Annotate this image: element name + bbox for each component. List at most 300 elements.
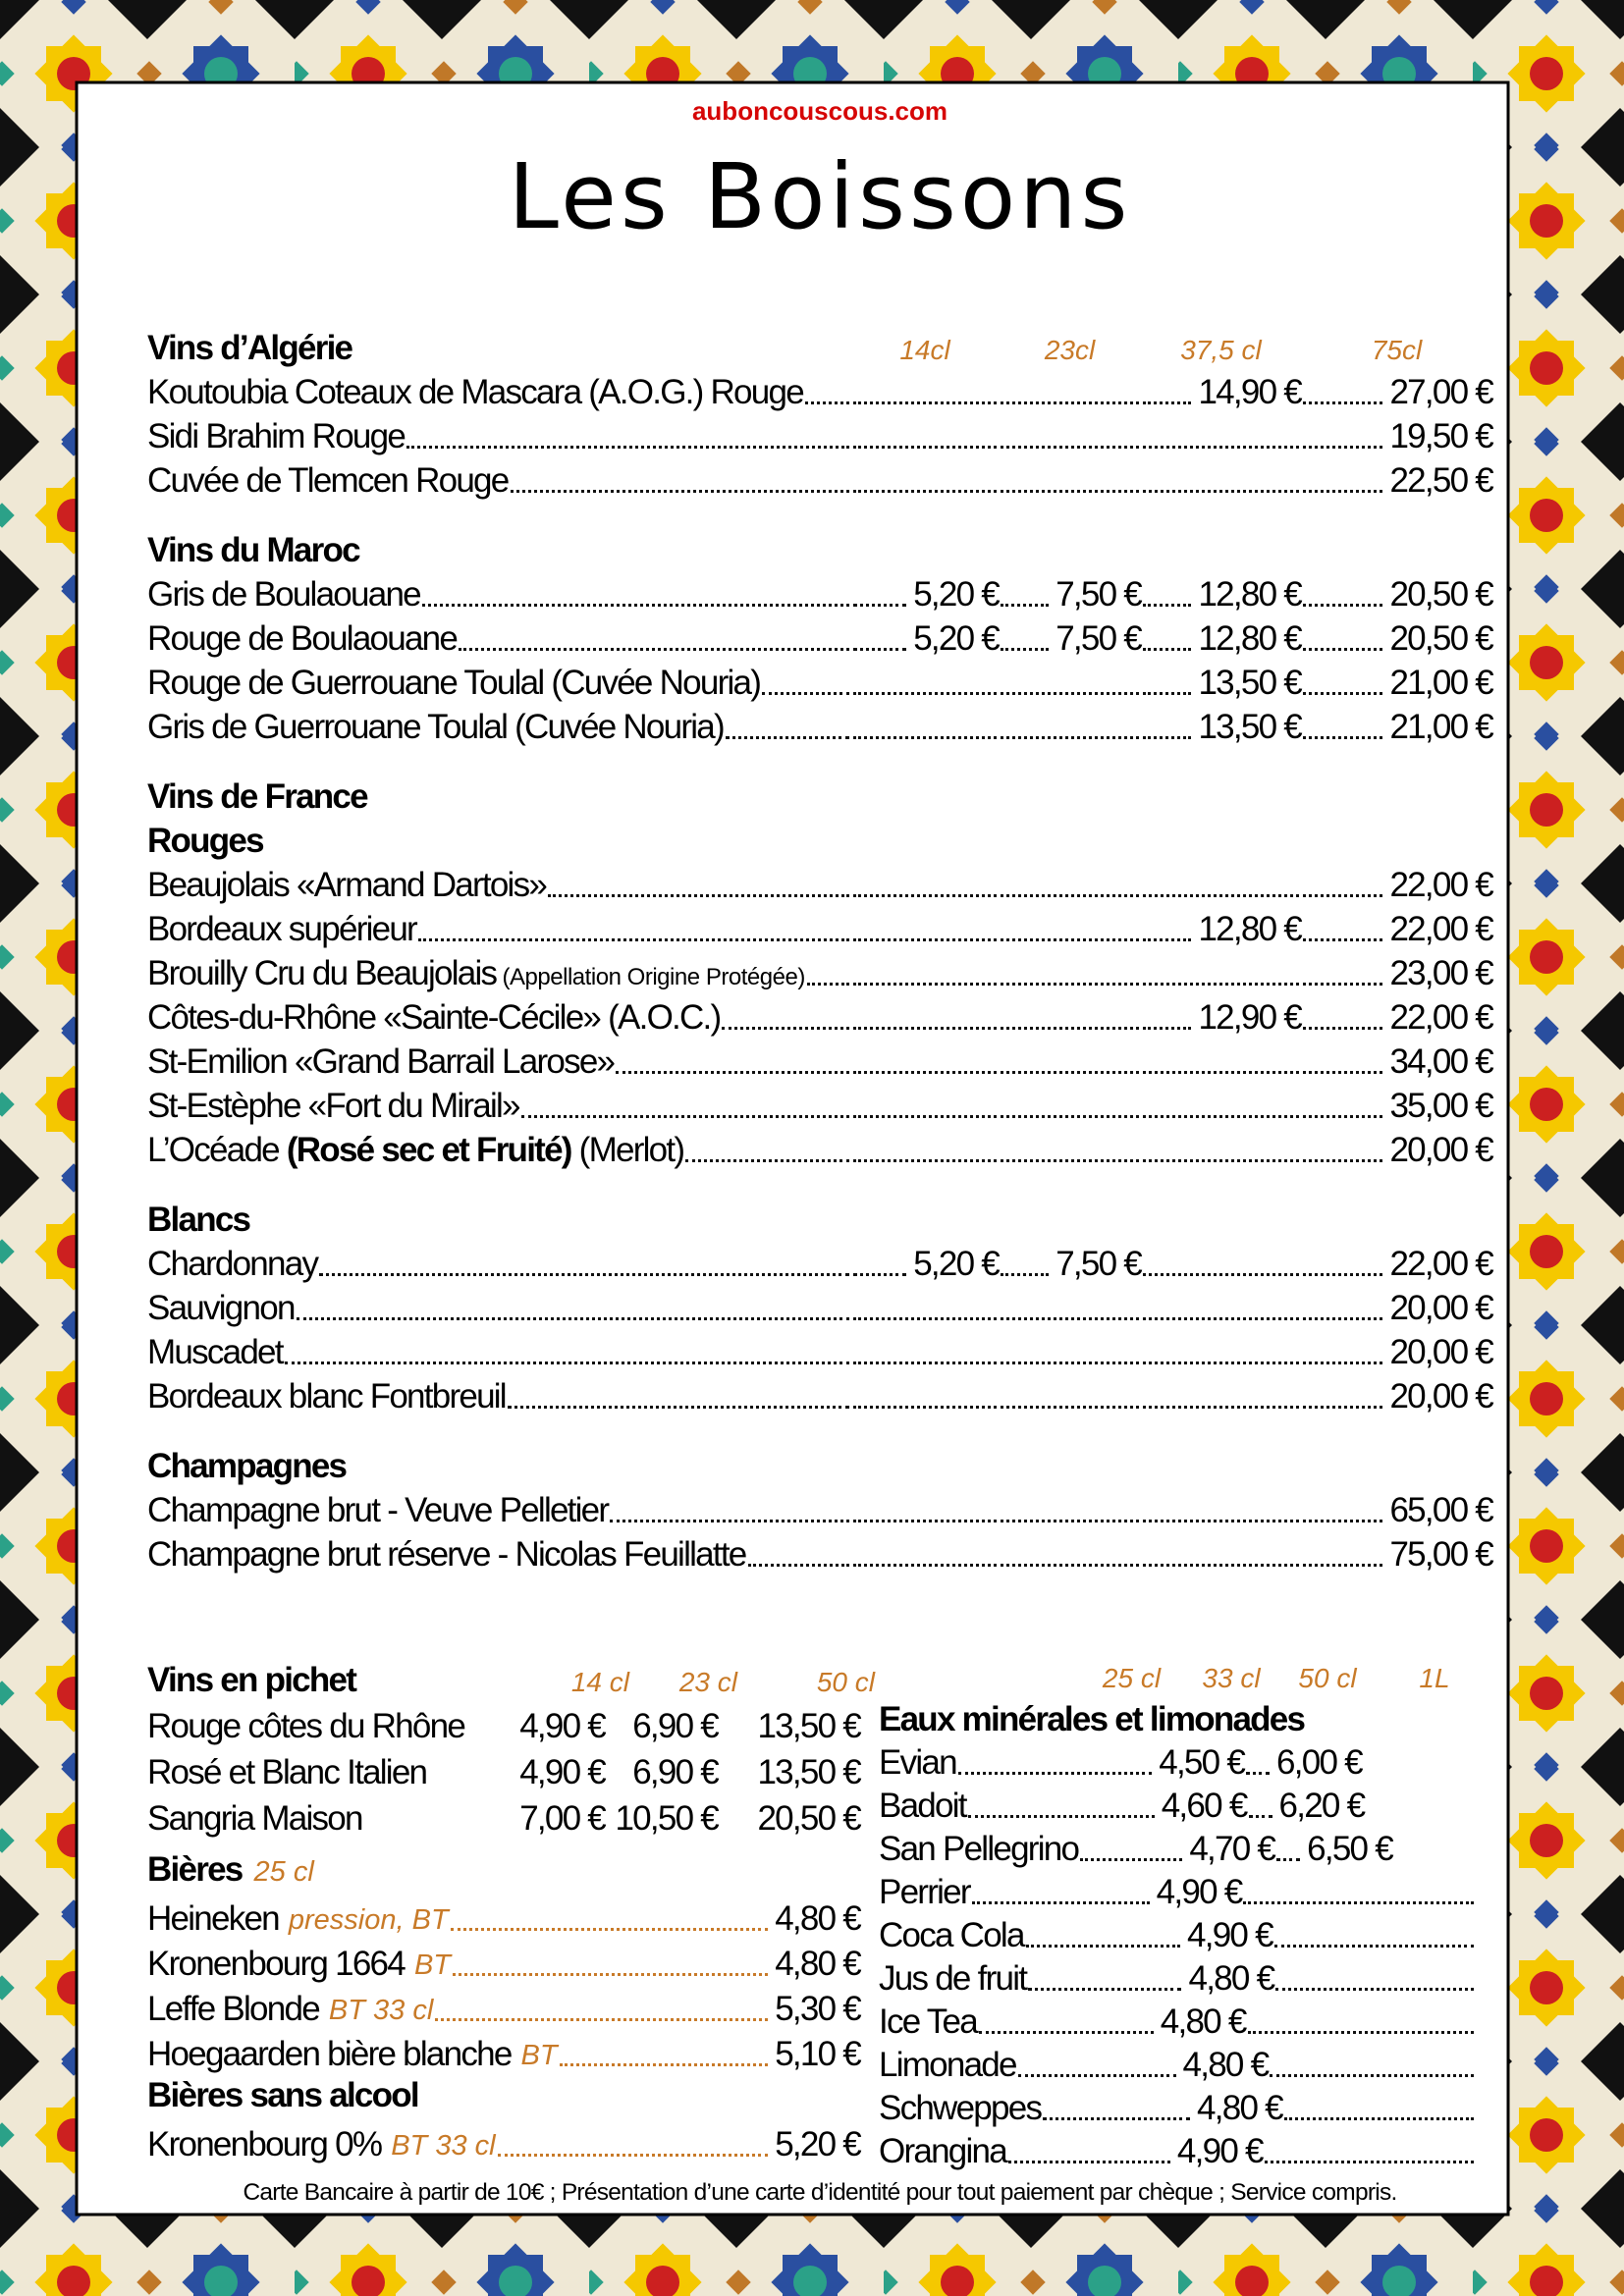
pichet-header-row: [147, 1657, 875, 1700]
price-cell: [851, 1245, 999, 1284]
dotted-leader: [1143, 1273, 1299, 1276]
price: 5,20 €: [913, 1245, 999, 1283]
price-cell: [999, 1406, 1141, 1416]
price-cell: [1301, 664, 1492, 703]
price-cell: [1141, 664, 1301, 703]
menu-item-row: [147, 570, 1492, 614]
item-name: Sangria Maison: [147, 1799, 362, 1838]
right-column: [879, 1657, 1493, 2171]
dotted-leader: [1303, 401, 1382, 404]
dotted-leader: [548, 894, 849, 897]
item-name: [147, 417, 405, 456]
price: 19,50 €: [1389, 417, 1492, 455]
pichet-item-row: [147, 1792, 860, 1839]
item-name-text: Cuvée de Tlemcen Rouge: [147, 461, 509, 500]
dotted-leader: [1001, 1362, 1139, 1364]
price-cell: [1301, 1131, 1492, 1170]
price-cell: [1141, 619, 1301, 659]
item-name-text: Côtes-du-Rhône «Sainte-Cécile» (A.O.C.): [147, 998, 721, 1037]
price-cell: [1141, 1273, 1301, 1284]
item-name-text: Chardonnay: [147, 1245, 318, 1283]
price: 75,00 €: [1389, 1535, 1492, 1574]
pichet-item-row: [147, 1700, 860, 1746]
section-header-row: [147, 773, 1492, 817]
beer-item-row: [147, 1939, 860, 1984]
price: 6,20 €: [1278, 1787, 1365, 1825]
item-name-text: L’Océade: [147, 1131, 279, 1169]
item-name-text: Gris de Boulaouane: [147, 575, 420, 614]
item-name: Rosé et Blanc Italien: [147, 1753, 427, 1791]
price-cell: [851, 736, 999, 747]
item-name: Hoegaarden bière blanche: [147, 2035, 512, 2073]
price-cell: [1301, 1087, 1492, 1126]
size-column-label: 1L: [1419, 1663, 1450, 1693]
price: 4,70 €: [1189, 1830, 1275, 1868]
dotted-leader: [1303, 604, 1382, 607]
item-name: [147, 664, 760, 703]
dotted-leader: [1274, 1945, 1474, 1948]
price: 20,50 €: [1389, 619, 1492, 658]
dotted-leader: [498, 2154, 769, 2157]
price: 5,30 €: [775, 1990, 860, 2028]
item-name-bold: (Rosé sec et Fruité): [278, 1131, 571, 1169]
item-name: Rouge côtes du Rhône: [147, 1707, 465, 1745]
dotted-leader: [979, 2031, 1154, 2034]
size-column-label: 23cl: [1044, 335, 1096, 365]
dotted-leader: [853, 1027, 997, 1030]
menu-item-row: [147, 1328, 1492, 1372]
dotted-leader: [285, 1362, 849, 1364]
dotted-leader: [1001, 648, 1049, 651]
price-cell: [999, 1115, 1141, 1126]
price: 13,50 €: [757, 1753, 860, 1791]
price: 4,50 €: [1159, 1743, 1245, 1782]
item-name-text: Sauvignon: [147, 1289, 295, 1327]
section-heading: Champagnes: [147, 1447, 347, 1485]
beer-item-row: [147, 2029, 860, 2074]
section-heading: Blancs: [147, 1201, 250, 1239]
dotted-leader: [1275, 1988, 1474, 1991]
dotted-leader: [1143, 604, 1191, 607]
dotted-leader: [1001, 736, 1139, 739]
menu-item-row: [147, 703, 1492, 747]
item-name-text: Rouge de Guerrouane Toulal (Cuvée Nouria): [147, 664, 761, 702]
price: 5,20 €: [913, 575, 999, 614]
price: 13,50 €: [1198, 664, 1301, 702]
dotted-leader: [972, 1901, 1150, 1904]
price-cell: [999, 619, 1141, 659]
dotted-leader: [853, 1362, 997, 1364]
price-cell: [1301, 619, 1492, 659]
dotted-leader: [805, 401, 849, 404]
price-cell: [1301, 866, 1492, 905]
price: 65,00 €: [1389, 1491, 1492, 1529]
dotted-leader: [418, 938, 849, 941]
item-name: [147, 1289, 295, 1328]
dotted-leader: [1001, 938, 1139, 941]
price-cell: [1301, 1289, 1492, 1328]
wine-section: [147, 324, 1492, 501]
dotted-leader: [1143, 692, 1191, 695]
price-cell: [851, 1520, 999, 1530]
price-cell: [999, 575, 1141, 614]
price-cell: [999, 894, 1141, 905]
item-name: Kronenbourg 0%: [147, 2125, 382, 2163]
size-column-label: 75cl: [1371, 335, 1423, 365]
price-cell: [999, 446, 1141, 456]
price-cell: [1141, 1159, 1301, 1170]
price: 6,90 €: [632, 1753, 718, 1791]
item-name: Limonade: [879, 2046, 1016, 2084]
menu-item-row: [147, 614, 1492, 659]
dotted-leader: [1303, 1520, 1382, 1522]
price: 21,00 €: [1389, 664, 1492, 702]
section-heading: Vins d’Algérie: [147, 329, 352, 367]
size-column-label: 50 cl: [816, 1667, 875, 1697]
price: 21,00 €: [1389, 708, 1492, 746]
price-cell: [999, 401, 1141, 412]
price-cell: [1141, 708, 1301, 747]
size-column-label: 33 cl: [1202, 1663, 1261, 1693]
price-cell: [1301, 1245, 1492, 1284]
dotted-leader: [722, 1027, 849, 1030]
item-name: [147, 373, 803, 412]
dotted-leader: [1001, 1115, 1139, 1118]
price: 12,90 €: [1198, 998, 1301, 1037]
wine-section: [147, 1196, 1492, 1416]
dotted-leader: [1303, 648, 1382, 651]
bottom-area: [147, 1657, 1492, 2171]
item-qualifier: BT 33 cl: [391, 2130, 496, 2162]
dotted-leader: [853, 446, 997, 449]
price: 4,80 €: [775, 1899, 860, 1938]
price-cell: [999, 1564, 1141, 1575]
dotted-leader: [853, 1273, 906, 1276]
price-cell: [999, 983, 1141, 993]
beers-heading-row: [147, 1850, 879, 1894]
size-column-label: 14 cl: [570, 1667, 629, 1697]
dotted-leader: [1143, 1071, 1299, 1074]
dotted-leader: [1001, 401, 1139, 404]
section-header-row: [147, 324, 1492, 368]
dotted-leader: [1026, 1945, 1180, 1948]
dotted-leader: [1143, 1115, 1299, 1118]
dotted-leader: [453, 1973, 768, 1976]
item-name: [147, 998, 720, 1038]
dotted-leader: [1143, 1406, 1299, 1409]
item-name: [147, 619, 457, 659]
price-cell: [851, 1071, 999, 1082]
menu-item-row: [147, 1082, 1492, 1126]
price: 4,90 €: [519, 1707, 605, 1745]
item-name: Schweppes: [879, 2089, 1042, 2127]
price-cell: [1301, 1491, 1492, 1530]
dotted-leader: [1270, 2074, 1474, 2077]
price: 4,90 €: [519, 1753, 605, 1791]
dotted-leader: [1043, 2117, 1190, 2120]
dotted-leader: [1249, 1815, 1272, 1818]
dotted-leader: [560, 2063, 769, 2066]
dotted-leader: [1303, 1406, 1382, 1409]
dotted-leader: [726, 736, 849, 739]
item-name: Kronenbourg 1664: [147, 1945, 405, 1983]
item-name-text: Brouilly Cru du Beaujolais: [147, 954, 497, 992]
price-cell: [1301, 1333, 1492, 1372]
wine-section: [147, 773, 1492, 1170]
price: 13,50 €: [757, 1707, 860, 1745]
dotted-leader: [748, 1564, 849, 1567]
dotted-leader: [1303, 446, 1382, 449]
price: 5,20 €: [775, 2125, 860, 2163]
dotted-leader: [511, 490, 850, 493]
dotted-leader: [435, 2018, 768, 2021]
dotted-leader: [1143, 1027, 1191, 1030]
dotted-leader: [1028, 1988, 1181, 1991]
dotted-leader: [1143, 1362, 1299, 1364]
section-header-row: [147, 526, 1492, 570]
price: 27,00 €: [1389, 373, 1492, 411]
dotted-leader: [1001, 1071, 1139, 1074]
price-cell: [1301, 998, 1492, 1038]
item-name: [147, 1131, 683, 1170]
beer-item-row: [147, 1984, 860, 2029]
dotted-leader: [968, 1815, 1155, 1818]
section-heading: Vins de France: [147, 777, 367, 816]
item-name: [147, 954, 805, 993]
price-cell: [999, 938, 1141, 949]
beer-item-row: [147, 2119, 860, 2164]
dotted-leader: [508, 1406, 849, 1409]
beer-item-row: [147, 1894, 860, 1939]
waters-heading: Eaux minérales et limonades: [879, 1700, 1305, 1738]
item-name-text: Muscadet: [147, 1333, 283, 1371]
menu-item-row: [147, 1530, 1492, 1575]
item-name-text: Bordeaux blanc Fontbreuil: [147, 1377, 506, 1415]
menu-item-row: [147, 456, 1492, 501]
beers-size-label: 25 cl: [253, 1856, 314, 1888]
menu-item-row: [147, 1372, 1492, 1416]
item-name: [147, 1245, 317, 1284]
item-name: Ice Tea: [879, 2002, 977, 2041]
dotted-leader: [853, 1317, 997, 1320]
dotted-leader: [1001, 1159, 1139, 1162]
price-cell: [999, 490, 1141, 501]
water-item-row: [879, 2085, 1493, 2128]
price-cell: [999, 1362, 1141, 1372]
price: 6,90 €: [632, 1707, 718, 1745]
beers-na-heading-row: [147, 2076, 879, 2119]
menu-item-row: [147, 1126, 1492, 1170]
item-name-text: Rouge de Boulaouane: [147, 619, 458, 658]
dotted-leader: [1303, 1273, 1382, 1276]
section-header-row: [147, 1442, 1492, 1486]
dotted-leader: [1143, 983, 1299, 986]
water-item-row: [879, 1739, 1493, 1783]
dotted-leader: [1303, 1317, 1382, 1320]
dotted-leader: [319, 1273, 849, 1276]
water-size-columns: [1080, 1657, 1493, 1694]
price: 4,80 €: [1188, 1959, 1274, 1998]
price-cell: [1301, 575, 1492, 614]
dotted-leader: [1303, 736, 1382, 739]
price-cell: [851, 1317, 999, 1328]
dotted-leader: [1143, 401, 1191, 404]
price-cell: [1141, 910, 1301, 949]
dotted-leader: [451, 1928, 769, 1931]
dotted-leader: [521, 1115, 849, 1118]
menu-item-row: [147, 861, 1492, 905]
dotted-leader: [1303, 894, 1382, 897]
price-cell: [851, 1027, 999, 1038]
item-name-tail: (Merlot): [570, 1131, 684, 1169]
price: 4,90 €: [1176, 2132, 1263, 2170]
price: 13,50 €: [1198, 708, 1301, 746]
dotted-leader: [1008, 2161, 1170, 2163]
content-area: [77, 82, 1508, 2215]
dotted-leader: [1001, 1564, 1139, 1567]
dotted-leader: [1303, 490, 1382, 493]
price: 20,50 €: [757, 1799, 860, 1838]
beer-na-rows: [147, 2119, 879, 2164]
dotted-leader: [1001, 692, 1139, 695]
item-name: [147, 575, 420, 614]
price: 4,60 €: [1161, 1787, 1247, 1825]
item-name: Leffe Blonde: [147, 1990, 319, 2028]
price-cell: [851, 619, 999, 659]
price-cell: [1141, 490, 1301, 501]
water-rows: [879, 1739, 1493, 2171]
item-name: [147, 461, 509, 501]
item-name-text: Champagne brut - Veuve Pelletier: [147, 1491, 609, 1529]
price: 12,80 €: [1198, 910, 1301, 948]
price-cell: [1301, 373, 1492, 412]
price-cell: [999, 1245, 1141, 1284]
price-cell: [1141, 1520, 1301, 1530]
dotted-leader: [1143, 894, 1299, 897]
dotted-leader: [807, 983, 849, 986]
size-column-label: 37,5 cl: [1180, 335, 1262, 365]
item-name-text: Bordeaux supérieur: [147, 910, 416, 948]
price: 4,90 €: [1187, 1916, 1272, 1954]
item-qualifier: BT 33 cl: [328, 1995, 434, 2026]
dotted-leader: [853, 401, 997, 404]
pichet-heading: Vins en pichet: [147, 1661, 356, 1699]
price: 12,80 €: [1198, 619, 1301, 658]
price-cell: [1301, 708, 1492, 747]
item-name-text: Koutoubia Coteaux de Mascara (A.O.G.) Rouge: [147, 373, 803, 411]
menu-item-row: [147, 659, 1492, 703]
price-cell: [851, 894, 999, 905]
price: 6,50 €: [1307, 1830, 1392, 1868]
dotted-leader: [853, 1115, 997, 1118]
item-name: [147, 1042, 614, 1082]
price-cell: [851, 1115, 999, 1126]
price-cell: [1301, 1535, 1492, 1575]
water-item-row: [879, 1912, 1493, 1955]
dotted-leader: [1303, 1115, 1382, 1118]
dotted-leader: [1143, 490, 1299, 493]
dotted-leader: [1303, 1159, 1382, 1162]
water-item-row: [879, 1826, 1493, 1869]
wine-section: [147, 1442, 1492, 1575]
price: 22,00 €: [1389, 910, 1492, 948]
price: 4,80 €: [1197, 2089, 1282, 2127]
price: 10,50 €: [615, 1799, 718, 1838]
dotted-leader: [853, 1520, 997, 1522]
price: 4,80 €: [1182, 2046, 1269, 2084]
menu-item-row: [147, 949, 1492, 993]
price-cell: [851, 401, 999, 412]
dotted-leader: [853, 938, 997, 941]
website-url: auboncouscous.com: [691, 96, 948, 126]
footer-note: Carte Bancaire à partir de 10€ ; Présentation d’une carte d’identité pour tout paiement par chèque ; Service compris.: [243, 2179, 1397, 2206]
price: 4,80 €: [775, 1945, 860, 1983]
item-qualifier: BT: [520, 2040, 558, 2071]
price-cell: [1141, 998, 1301, 1038]
dotted-leader: [853, 1406, 997, 1409]
price-cell: [999, 1317, 1141, 1328]
dotted-leader: [1248, 2031, 1474, 2034]
dotted-leader: [1001, 1027, 1139, 1030]
dotted-leader: [1303, 983, 1382, 986]
price-cell: [851, 1362, 999, 1372]
price-cell: [1141, 1564, 1301, 1575]
item-qualifier: pression, BT: [288, 1904, 449, 1936]
dotted-leader: [1303, 1027, 1382, 1030]
price-cell: [1301, 1377, 1492, 1416]
price-cell: [1141, 1317, 1301, 1328]
dotted-leader: [422, 604, 849, 607]
price-cell: [851, 1159, 999, 1170]
item-name: [147, 910, 416, 949]
item-name-text: Champagne brut réserve - Nicolas Feuillatte: [147, 1535, 746, 1574]
price: 20,00 €: [1389, 1131, 1492, 1169]
price-cell: [851, 1406, 999, 1416]
water-item-row: [879, 1783, 1493, 1826]
beers-na-heading: Bières sans alcool: [147, 2076, 418, 2114]
price-cell: [1141, 575, 1301, 614]
item-name: [147, 866, 546, 905]
water-item-row: [879, 1999, 1493, 2042]
menu-item-row: [147, 1240, 1492, 1284]
price-cell: [1141, 1406, 1301, 1416]
dotted-leader: [853, 1159, 997, 1162]
price: 4,80 €: [1160, 2002, 1246, 2041]
item-name: Coca Cola: [879, 1916, 1024, 1954]
dotted-leader: [1001, 1273, 1049, 1276]
item-name: Perrier: [879, 1873, 970, 1911]
dotted-leader: [853, 648, 906, 651]
dotted-leader: [1143, 736, 1191, 739]
section-heading: Vins du Maroc: [147, 531, 359, 569]
dotted-leader: [853, 894, 997, 897]
price-cell: [1141, 1071, 1301, 1082]
dotted-leader: [853, 1071, 997, 1074]
size-column-label: 23 cl: [678, 1667, 737, 1697]
item-name-small: (Appellation Origine Protégée): [496, 964, 805, 990]
price-cell: [1141, 373, 1301, 412]
pichet-rows: [147, 1700, 879, 1839]
page-title: Les Boissons: [508, 144, 1132, 249]
dotted-leader: [853, 983, 997, 986]
dotted-leader: [1001, 490, 1139, 493]
item-name: Jus de fruit: [879, 1959, 1027, 1998]
dotted-leader: [297, 1317, 849, 1320]
dotted-leader: [1143, 1317, 1299, 1320]
price: 12,80 €: [1198, 575, 1301, 614]
price: 20,00 €: [1389, 1289, 1492, 1327]
dotted-leader: [1001, 894, 1139, 897]
